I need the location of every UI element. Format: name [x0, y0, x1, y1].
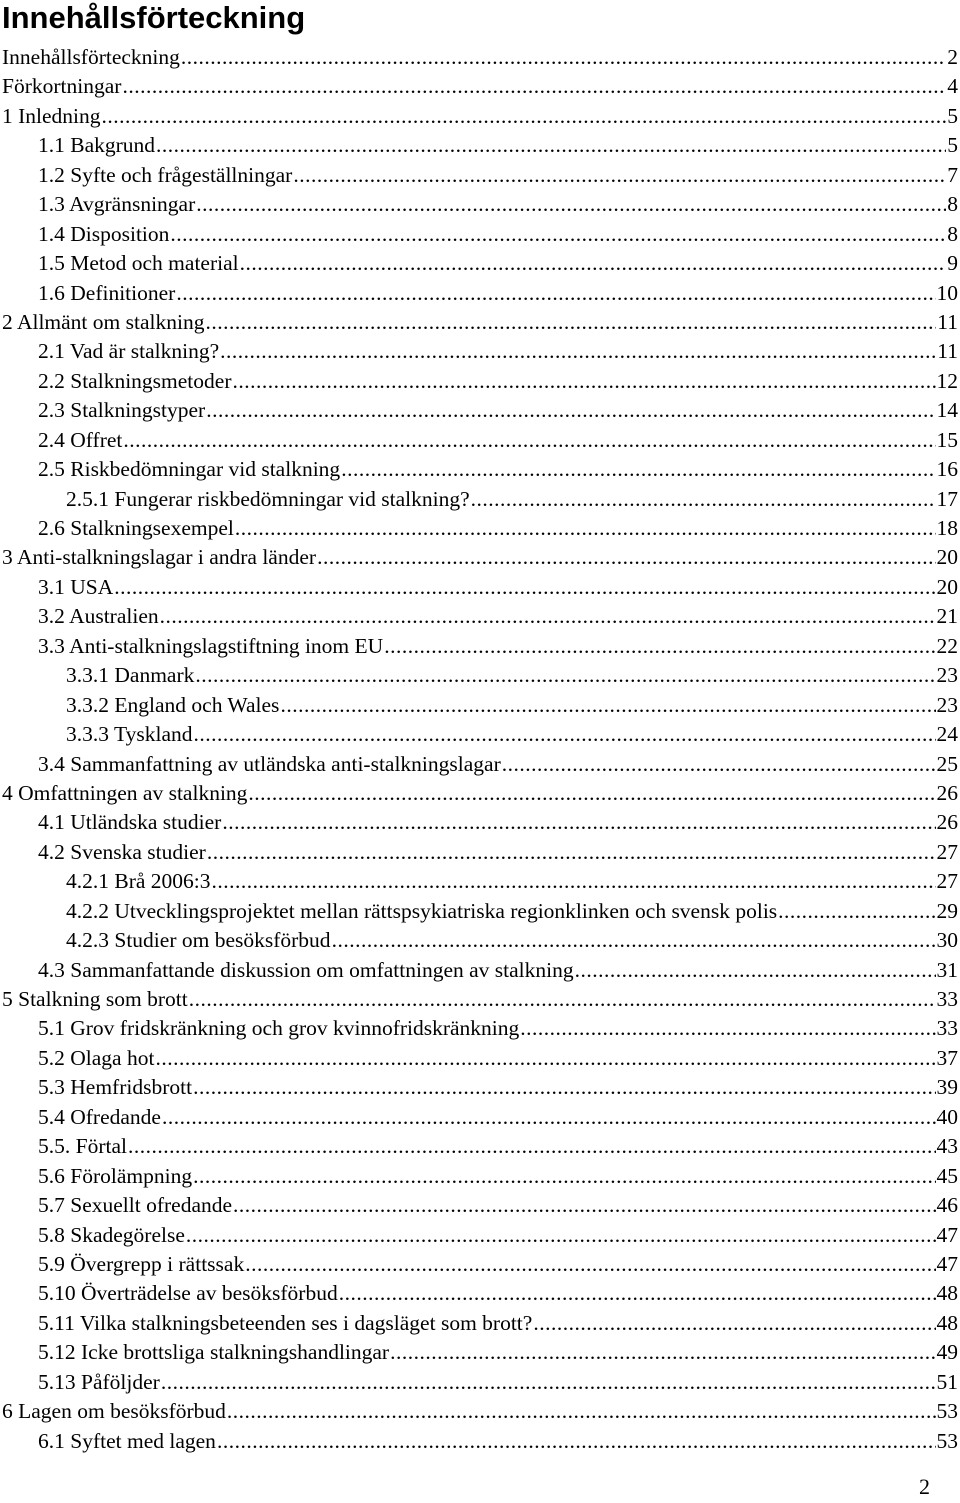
toc-entry[interactable]	[2, 308, 958, 337]
toc-entry-title: 5.2 Olaga hot	[38, 1045, 155, 1070]
toc-entry-title: 4.2.2 Utvecklingsprojektet mellan rättspsykiatriska regionklinken och svensk polis	[66, 898, 778, 923]
toc-entry[interactable]	[2, 455, 958, 484]
toc-entry[interactable]	[2, 43, 958, 72]
toc-entry-title: 5.12 Icke brottsliga stalkningshandlingar	[38, 1340, 390, 1365]
table-of-contents	[2, 43, 958, 1456]
toc-entry-title: Förkortningar	[2, 74, 122, 99]
toc-entry-page: 46	[936, 1193, 958, 1218]
toc-entry[interactable]	[2, 838, 958, 867]
toc-entry[interactable]	[2, 602, 958, 631]
toc-entry[interactable]	[2, 1132, 958, 1161]
toc-entry[interactable]	[2, 161, 958, 190]
toc-entry-title: 1.4 Disposition	[38, 221, 170, 246]
toc-entry-page: 40	[936, 1104, 958, 1129]
dot-leader	[122, 72, 946, 101]
toc-entry-page: 27	[936, 869, 958, 894]
dot-leader	[317, 543, 935, 572]
toc-entry[interactable]	[2, 367, 958, 396]
toc-entry-title: 3 Anti-stalkningslagar i andra länder	[2, 545, 317, 570]
dot-leader	[240, 249, 947, 278]
toc-entry[interactable]	[2, 1162, 958, 1191]
toc-entry-title: 3.3.2 England och Wales	[66, 692, 280, 717]
toc-entry-page: 45	[936, 1163, 958, 1188]
toc-entry-page: 37	[936, 1045, 958, 1070]
dot-leader	[293, 161, 946, 190]
toc-entry-page: 2	[947, 45, 958, 69]
toc-entry[interactable]	[2, 720, 958, 749]
toc-entry[interactable]	[2, 779, 958, 808]
dot-leader	[390, 1338, 935, 1367]
dot-leader	[384, 632, 935, 661]
dot-leader	[156, 131, 946, 160]
toc-entry-page: 11	[937, 339, 958, 364]
dot-leader	[233, 1191, 935, 1220]
toc-entry-page: 47	[936, 1222, 958, 1247]
toc-entry-page: 53	[936, 1399, 958, 1424]
toc-entry-page: 20	[936, 574, 958, 599]
dot-leader	[207, 838, 936, 867]
toc-entry-page: 9	[947, 251, 958, 276]
toc-entry[interactable]	[2, 632, 958, 661]
toc-entry-page: 12	[936, 368, 958, 393]
dot-leader	[206, 396, 935, 425]
toc-entry-page: 14	[936, 398, 958, 423]
toc-entry[interactable]	[2, 1073, 958, 1102]
toc-entry-title: 4.2 Svenska studier	[38, 839, 206, 864]
toc-entry-page: 48	[936, 1310, 958, 1335]
toc-entry-page: 15	[936, 427, 958, 452]
dot-leader	[161, 1368, 936, 1397]
toc-entry-page: 11	[937, 309, 958, 334]
toc-entry-title: 5.8 Skadegörelse	[38, 1222, 185, 1247]
toc-entry-page: 8	[947, 192, 958, 217]
toc-entry-title: 5.9 Övergrepp i rättssak	[38, 1251, 245, 1276]
dot-leader	[189, 985, 936, 1014]
toc-entry[interactable]	[2, 867, 958, 896]
toc-entry-page: 4	[947, 74, 958, 99]
toc-entry[interactable]	[2, 1103, 958, 1132]
toc-entry-title: 2 Allmänt om stalkning	[2, 309, 205, 334]
dot-leader	[193, 1073, 935, 1102]
page-title: Innehållsförteckning	[2, 0, 306, 35]
toc-entry-page: 5	[947, 133, 958, 158]
toc-entry[interactable]	[2, 956, 958, 985]
toc-entry-title: 5.3 Hemfridsbrott	[38, 1075, 193, 1100]
toc-entry-title: 4 Omfattningen av stalkning	[2, 780, 248, 805]
dot-leader	[232, 367, 935, 396]
toc-entry-page: 30	[936, 928, 958, 953]
toc-entry-title: 5.6 Förolämpning	[38, 1163, 193, 1188]
toc-entry[interactable]	[2, 426, 958, 455]
toc-entry-title: 3.1 USA	[38, 574, 114, 599]
toc-entry[interactable]	[2, 1221, 958, 1250]
toc-entry-page: 22	[936, 633, 958, 658]
toc-entry-page: 29	[936, 898, 958, 923]
toc-entry-page: 43	[936, 1134, 958, 1159]
dot-leader	[212, 867, 936, 896]
toc-entry-page: 33	[936, 1016, 958, 1041]
toc-entry-page: 49	[936, 1340, 958, 1365]
toc-entry-page: 25	[936, 751, 958, 776]
toc-entry[interactable]	[2, 72, 958, 101]
toc-entry-page: 20	[936, 545, 958, 570]
toc-entry-page: 53	[936, 1428, 958, 1453]
toc-entry-title: 6 Lagen om besöksförbud	[2, 1399, 226, 1424]
toc-entry-title: 1.6 Definitioner	[38, 280, 176, 305]
toc-entry-title: 3.2 Australien	[38, 604, 159, 629]
toc-entry-title: 2.5.1 Fungerar riskbedömningar vid stalkning?	[66, 486, 470, 511]
toc-entry-title: 2.5 Riskbedömningar vid stalkning	[38, 457, 341, 482]
toc-entry-page: 26	[936, 780, 958, 805]
toc-entry-title: 5.7 Sexuellt ofredande	[38, 1193, 233, 1218]
toc-entry[interactable]	[2, 1338, 958, 1367]
dot-leader	[227, 1397, 936, 1426]
toc-entry-page: 39	[936, 1075, 958, 1100]
dot-leader	[339, 1279, 936, 1308]
toc-entry[interactable]	[2, 543, 958, 572]
toc-entry-title: 5.13 Påföljder	[38, 1369, 160, 1394]
toc-entry-page: 8	[947, 221, 958, 246]
toc-entry[interactable]	[2, 691, 958, 720]
toc-entry[interactable]	[2, 926, 958, 955]
dot-leader	[332, 926, 936, 955]
dot-leader	[102, 102, 947, 131]
dot-leader	[575, 956, 936, 985]
toc-entry-page: 51	[936, 1369, 958, 1394]
dot-leader	[196, 190, 946, 219]
toc-entry-title: 2.6 Stalkningsexempel	[38, 516, 234, 540]
toc-entry-title: 3.3.1 Danmark	[66, 663, 195, 688]
toc-entry-page: 18	[936, 516, 958, 540]
dot-leader	[471, 485, 936, 514]
toc-entry-page: 31	[936, 957, 958, 982]
toc-entry[interactable]	[2, 249, 958, 278]
toc-entry-page: 26	[936, 810, 958, 835]
toc-entry-title: 1.5 Metod och material	[38, 251, 239, 276]
toc-entry[interactable]	[2, 131, 958, 160]
toc-entry[interactable]	[2, 1044, 958, 1073]
toc-entry[interactable]	[2, 750, 958, 779]
toc-entry-title: 3.3 Anti-stalkningslagstiftning inom EU	[38, 633, 384, 658]
toc-entry-title: 1 Inledning	[2, 103, 101, 128]
dot-leader	[195, 661, 935, 690]
toc-entry-page: 23	[936, 692, 958, 717]
toc-entry[interactable]	[2, 1191, 958, 1220]
dot-leader	[123, 426, 935, 455]
dot-leader	[235, 514, 936, 543]
toc-entry-title: 1.3 Avgränsningar	[38, 192, 196, 217]
dot-leader	[778, 897, 935, 926]
dot-leader	[181, 43, 946, 72]
toc-entry-title: 5.11 Vilka stalkningsbeteenden ses i dagsläget som brott?	[38, 1310, 533, 1335]
dot-leader	[162, 1103, 936, 1132]
toc-entry[interactable]	[2, 102, 958, 131]
toc-entry[interactable]	[2, 985, 958, 1014]
toc-entry-page: 33	[936, 987, 958, 1011]
toc-entry[interactable]	[2, 1250, 958, 1279]
toc-entry-title: 1.1 Bakgrund	[38, 133, 156, 158]
toc-entry-title: 5.5. Förtal	[38, 1134, 127, 1159]
dot-leader	[217, 1427, 936, 1456]
toc-entry[interactable]	[2, 485, 958, 514]
dot-leader	[520, 1014, 935, 1043]
toc-entry-title: 5.1 Grov fridskränkning och grov kvinnofridskränkning	[38, 1016, 520, 1041]
toc-entry-page: 27	[936, 839, 958, 864]
dot-leader	[222, 808, 935, 837]
toc-entry[interactable]	[2, 661, 958, 690]
page-number: 2	[919, 1474, 930, 1499]
toc-entry[interactable]	[2, 1279, 958, 1308]
dot-leader	[220, 337, 936, 366]
dot-leader	[248, 779, 935, 808]
toc-entry-title: 1.2 Syfte och frågeställningar	[38, 162, 293, 187]
dot-leader	[502, 750, 936, 779]
toc-entry-title: 4.1 Utländska studier	[38, 810, 222, 835]
toc-entry[interactable]	[2, 514, 958, 543]
toc-entry-title: 3.3.3 Tyskland	[66, 722, 193, 747]
toc-entry-page: 48	[936, 1281, 958, 1306]
dot-leader	[194, 720, 936, 749]
dot-leader	[341, 455, 935, 484]
toc-entry[interactable]	[2, 220, 958, 249]
dot-leader	[186, 1221, 936, 1250]
dot-leader	[245, 1250, 935, 1279]
toc-entry[interactable]	[2, 190, 958, 219]
toc-entry[interactable]	[2, 337, 958, 366]
toc-entry-title: 2.2 Stalkningsmetoder	[38, 368, 232, 393]
dot-leader	[114, 573, 935, 602]
toc-entry-title: 6.1 Syftet med lagen	[38, 1428, 216, 1453]
toc-entry[interactable]	[2, 1309, 958, 1338]
toc-entry-page: 5	[947, 103, 958, 128]
toc-entry[interactable]	[2, 1397, 958, 1426]
toc-entry-title: 3.4 Sammanfattning av utländska anti-stalkningslagar	[38, 751, 501, 776]
dot-leader	[170, 220, 946, 249]
dot-leader	[205, 308, 936, 337]
toc-entry-page: 17	[936, 486, 958, 511]
toc-entry-title: 4.3 Sammanfattande diskussion om omfattningen av stalkning	[38, 957, 574, 982]
toc-entry[interactable]	[2, 279, 958, 308]
dot-leader	[160, 602, 936, 631]
toc-entry-title: 5.10 Överträdelse av besöksförbud	[38, 1281, 338, 1306]
toc-entry[interactable]	[2, 1368, 958, 1397]
toc-entry[interactable]	[2, 897, 958, 926]
dot-leader	[176, 279, 935, 308]
toc-entry[interactable]	[2, 1427, 958, 1456]
toc-entry[interactable]	[2, 808, 958, 837]
toc-entry-page: 23	[936, 663, 958, 688]
dot-leader	[155, 1044, 935, 1073]
toc-entry-title: 2.4 Offret	[38, 427, 123, 452]
toc-entry-title: 4.2.1 Brå 2006:3	[66, 869, 211, 894]
toc-entry[interactable]	[2, 396, 958, 425]
toc-entry[interactable]	[2, 1014, 958, 1043]
dot-leader	[128, 1132, 936, 1161]
toc-entry-page: 47	[936, 1251, 958, 1276]
toc-entry-title: 5.4 Ofredande	[38, 1104, 161, 1129]
toc-entry-title: 4.2.3 Studier om besöksförbud	[66, 928, 331, 953]
toc-entry[interactable]	[2, 573, 958, 602]
toc-entry-page: 16	[936, 457, 958, 482]
toc-entry-page: 21	[936, 604, 958, 629]
toc-entry-page: 7	[947, 162, 958, 187]
toc-entry-title: 5 Stalkning som brott	[2, 987, 188, 1011]
dot-leader	[280, 691, 935, 720]
dot-leader	[193, 1162, 935, 1191]
toc-entry-title: 2.1 Vad är stalkning?	[38, 339, 220, 364]
toc-entry-page: 10	[936, 280, 958, 305]
toc-entry-title: 2.3 Stalkningstyper	[38, 398, 206, 423]
toc-entry-title: Innehållsförteckning	[2, 45, 180, 69]
dot-leader	[533, 1309, 935, 1338]
toc-entry-page: 24	[936, 722, 958, 747]
